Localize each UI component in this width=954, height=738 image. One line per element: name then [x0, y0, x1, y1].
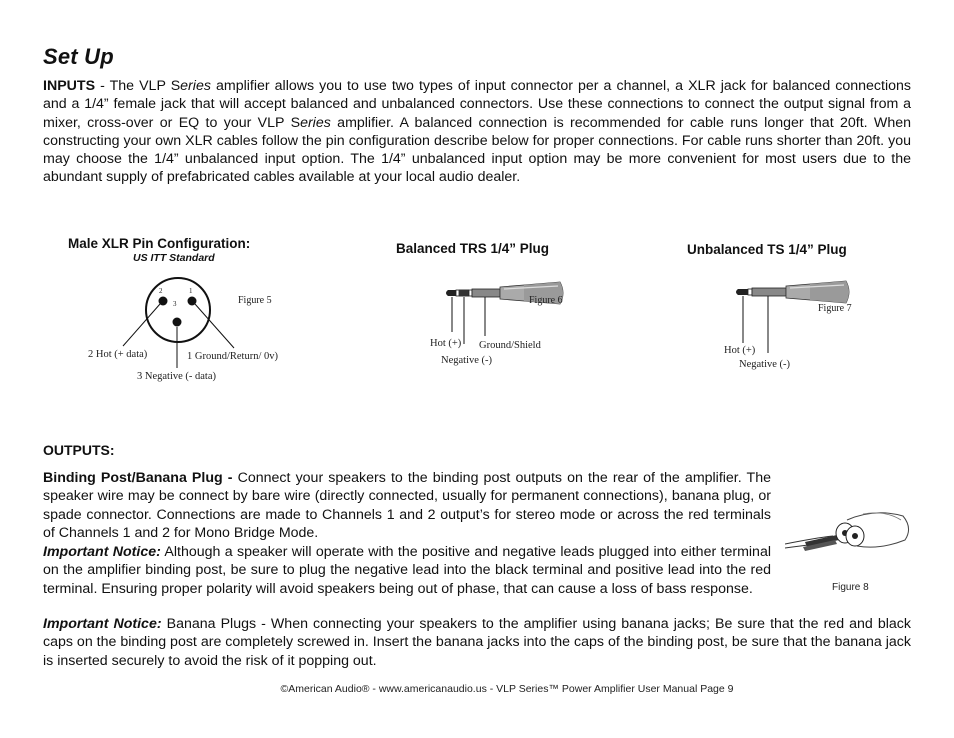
page-footer: ©American Audio® - www.americanaudio.us - VLP Series™ Power Amplifier User Manual Page 9 [280, 683, 734, 695]
binding-post-label: Binding Post/Banana Plug - [43, 470, 233, 486]
ts-insulator [748, 289, 752, 295]
inputs-label: INPUTS [43, 78, 96, 94]
binding-post-paragraph [43, 469, 771, 542]
outputs-heading: OUTPUTS: [43, 442, 115, 458]
banana-plug-diagram [785, 500, 915, 575]
ts-negative-label: Negative (-) [739, 359, 791, 370]
xlr-heading: Male XLR Pin Configuration: [68, 236, 251, 251]
xlr-subheading: US ITT Standard [133, 252, 215, 264]
inputs-text-2: amplifier allows you to use two types of input connector per a channel, a XLR jack for balanced connections and a 1/4” female jack that will accept balanced and unbalanced connectors. Use these connections to connect the output signal from a mixer, cross-over or EQ to your VLP S [43, 78, 911, 131]
ts-sleeve [752, 288, 786, 296]
xlr-leader-pin1 [195, 304, 234, 348]
notice-1-paragraph [43, 543, 771, 598]
notice-2-text: Banana Plugs - When connecting your speakers to the amplifier using banana jacks; Be sure that the red and black caps on the binding post are completely screwed in. Insert the banana jacks into the caps of the binding post, be sure that the banana jack is inserted securely to avoid the risk of it popping out. [43, 616, 911, 669]
xlr-pin3-number: 3 [173, 300, 177, 308]
xlr-label-pin2: 2 Hot (+ data) [88, 349, 148, 360]
xlr-pin-3 [173, 318, 182, 327]
trs-ring [459, 290, 469, 297]
ts-tip [736, 289, 748, 295]
trs-heading: Balanced TRS 1/4” Plug [396, 241, 550, 256]
xlr-label-pin3: 3 Negative (- data) [137, 371, 217, 382]
figure-5-caption: Figure 5 [238, 295, 272, 306]
inputs-text-series-2: eries [300, 114, 331, 131]
inputs-paragraph [43, 77, 911, 187]
ts-hot-label: Hot (+) [724, 345, 756, 356]
xlr-leader-pin2 [123, 304, 160, 346]
trs-plug-diagram [440, 268, 580, 348]
figure-6-caption: Figure 6 [529, 295, 563, 306]
notice-2-label: Important Notice: [43, 616, 162, 632]
trs-hot-label: Hot (+) [430, 338, 462, 349]
notice-1-text: Although a speaker will operate with the positive and negative leads plugged into either terminal on the amplifier binding post, be sure to plug the negative lead into the black terminal and positive lead into the red terminal. Ensuring proper polarity will avoid speakers being out of phase, that can cause a loss of bass response. [43, 544, 771, 597]
trs-sleeve [472, 289, 500, 297]
binding-post-text: Connect your speakers to the binding post outputs on the rear of the amplifier. The speaker wire may be connect by bare wire (directly connected, usually for permanent connections), banana plug, or spade connector. Connections are made to Channels 1 and 2 output’s for stereo mode or across the red terminals of Channels 1 and 2 for Mono Bridge Mode. [43, 470, 771, 541]
figure-7-caption: Figure 7 [818, 303, 852, 314]
trs-ground-label: Ground/Shield [479, 340, 541, 351]
trs-sleeve-insulator [469, 290, 472, 296]
notice-2-paragraph [43, 615, 911, 670]
inputs-text-series-1: eries [180, 78, 211, 94]
trs-tip [446, 290, 456, 296]
trs-negative-label: Negative (-) [441, 355, 493, 366]
inputs-text-3: amplifier. A balanced connection is recommended for cable runs longer that 20ft. When constructing your own XLR cables follow the pin configuration describe below for proper connections. For cable runs shorter than 20ft. you may choose the 1/4” unbalanced input option. The 1/4” unbalanced input option may be more convenient for most users due to the abundant supply of prefabricated cables available at your local audio dealer. [43, 114, 911, 186]
xlr-pin1-number: 1 [189, 287, 193, 295]
notice-1-label: Important Notice: [43, 544, 161, 560]
ts-heading: Unbalanced TS 1/4” Plug [687, 242, 847, 257]
trs-ring-insulator [456, 290, 459, 296]
inputs-text-1: - The VLP S [95, 78, 181, 94]
page-title: Set Up [43, 44, 114, 69]
xlr-pin2-number: 2 [159, 287, 163, 295]
xlr-label-pin1: 1 Ground/Return/ 0v) [187, 351, 278, 362]
figure-8-caption: Figure 8 [832, 582, 869, 593]
